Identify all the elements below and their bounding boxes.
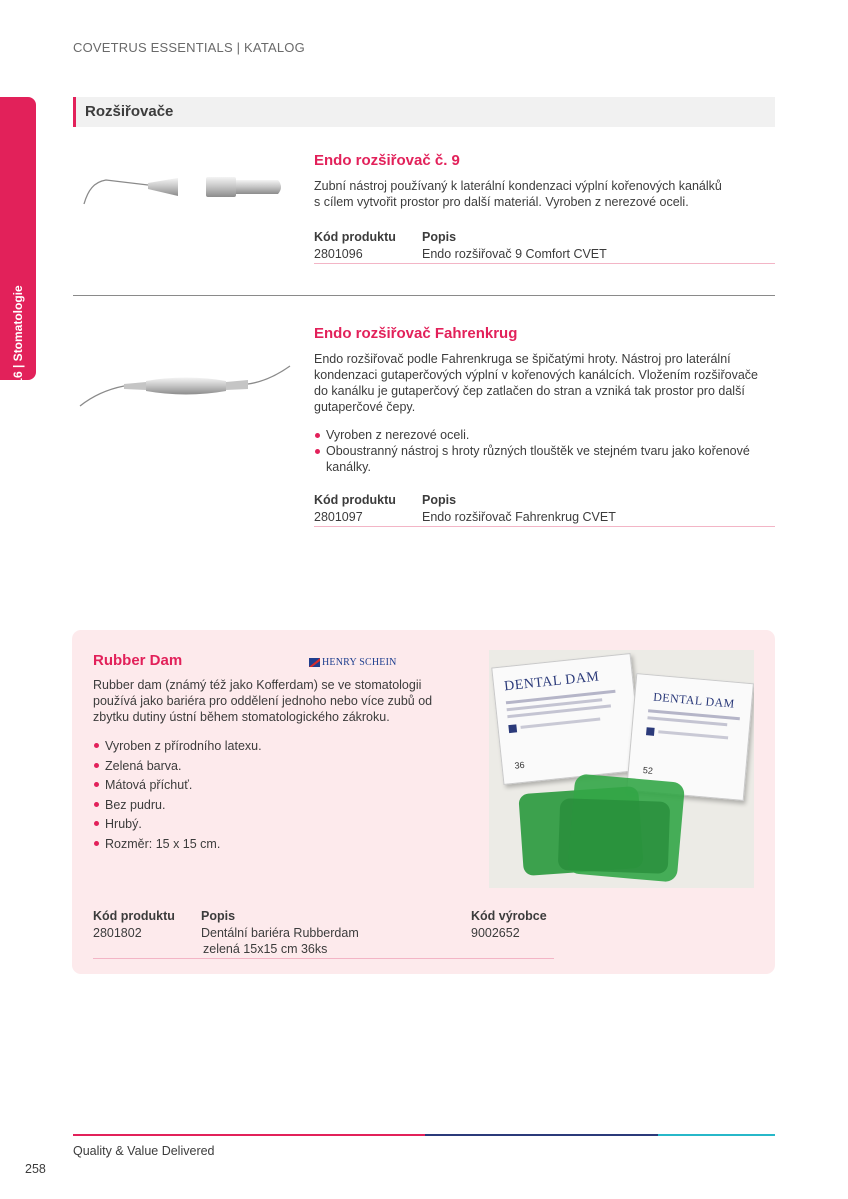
henry-schein-logo: [309, 657, 397, 668]
list-item: Hrubý.: [93, 815, 393, 835]
chapter-tab-label: 16 | Stomatologie: [11, 285, 25, 385]
section-divider: [73, 295, 775, 296]
list-item: Vyroben z přírodního latexu.: [93, 737, 393, 757]
list-item: Rozměr: 15 x 15 cm.: [93, 835, 393, 855]
col-head-desc: Popis: [422, 230, 457, 244]
col-head-code: Kód produktu: [93, 909, 175, 923]
chapter-tab: [0, 97, 36, 385]
manufacturer-code: 9002652: [471, 926, 520, 940]
product-code: 2801802: [93, 926, 142, 940]
col-head-code: Kód produktu: [314, 230, 396, 244]
dental-dam-box-label: DENTAL DAM: [503, 669, 601, 695]
list-item: Oboustranný nástroj s hroty různých tlouštěk ve stejném tvaru jako kořenové kanálky.: [314, 443, 784, 475]
feature-list-rubber-dam: [93, 737, 393, 854]
list-item: Zelená barva.: [93, 757, 393, 777]
product-code: 2801096: [314, 247, 363, 261]
product-desc-line2: zelená 15x15 cm 36ks: [203, 942, 328, 956]
product-title-rubber-dam: Rubber Dam: [93, 652, 183, 669]
green-sheet: [558, 798, 670, 874]
product-desc-line1: Dentální bariéra Rubberdam: [201, 926, 359, 940]
dental-dam-box: [491, 653, 643, 785]
product-code: 2801097: [314, 510, 363, 524]
table-row-divider: [314, 263, 775, 264]
col-head-desc: Popis: [422, 493, 457, 507]
henry-schein-logo-icon: [309, 658, 320, 667]
product-desc: Endo rozšiřovač 9 Comfort CVET: [422, 247, 607, 261]
list-item: Bez pudru.: [93, 796, 393, 816]
list-item: Vyroben z nerezové oceli.: [314, 427, 784, 443]
section-bar: [73, 97, 775, 127]
list-item: Mátová příchuť.: [93, 776, 393, 796]
dental-dam-box-label: DENTAL DAM: [652, 689, 736, 711]
dental-dam-box-count: 52: [642, 765, 654, 776]
footer-line-pink: [73, 1134, 425, 1136]
feature-list-fahrenkrug: [314, 427, 784, 475]
section-title: Rozšiřovače: [85, 103, 174, 120]
table-row-divider: [93, 958, 554, 959]
product-description-rubber-dam: Rubber dam (známý též jako Kofferdam) se ve stomatologii používá jako bariéra pro oddělení jednoho nebo více zubů od zbytku dutiny ústní během stomatologického zákroku.: [93, 678, 433, 724]
henry-schein-logo-text: HENRY SCHEIN: [322, 657, 397, 668]
dental-dam-box-count: 36: [514, 759, 526, 771]
footer-line-teal: [658, 1134, 775, 1136]
product-description-endo-9: Zubní nástroj používaný k laterální kondenzaci výplní kořenových kanálků s cílem vytvořit prostor pro další materiál. Vyroben z nerezové oceli.: [314, 179, 722, 209]
product-title-fahrenkrug: Endo rozšiřovač Fahrenkrug: [314, 325, 518, 342]
product-description-fahrenkrug: Endo rozšiřovač podle Fahrenkruga se špičatými hroty. Nástroj pro laterální kondenzaci gutaperčových výplní v kořenových kanálcích. Vložením rozšiřovače do kanálku je gutaperčový čep zatlačen do stran a vzniká tak prostor pro další gutaperčové čepy.: [314, 352, 758, 414]
footer-tagline: Quality & Value Delivered: [73, 1144, 215, 1158]
col-head-manufacturer-code: Kód výrobce: [471, 909, 547, 923]
footer-line-navy: [425, 1134, 658, 1136]
product-desc: Endo rozšiřovač Fahrenkrug CVET: [422, 510, 616, 524]
page-number: 258: [25, 1162, 46, 1176]
col-head-code: Kód produktu: [314, 493, 396, 507]
table-row-divider: [314, 526, 775, 527]
rubber-dam-photo: [489, 650, 754, 888]
catalog-header: COVETRUS ESSENTIALS | KATALOG: [73, 40, 305, 55]
fahrenkrug-spreader-image: [76, 358, 296, 414]
col-head-desc: Popis: [201, 909, 236, 923]
product-title-endo-9: Endo rozšiřovač č. 9: [314, 152, 460, 169]
endo-spreader-9-image: [78, 168, 308, 208]
